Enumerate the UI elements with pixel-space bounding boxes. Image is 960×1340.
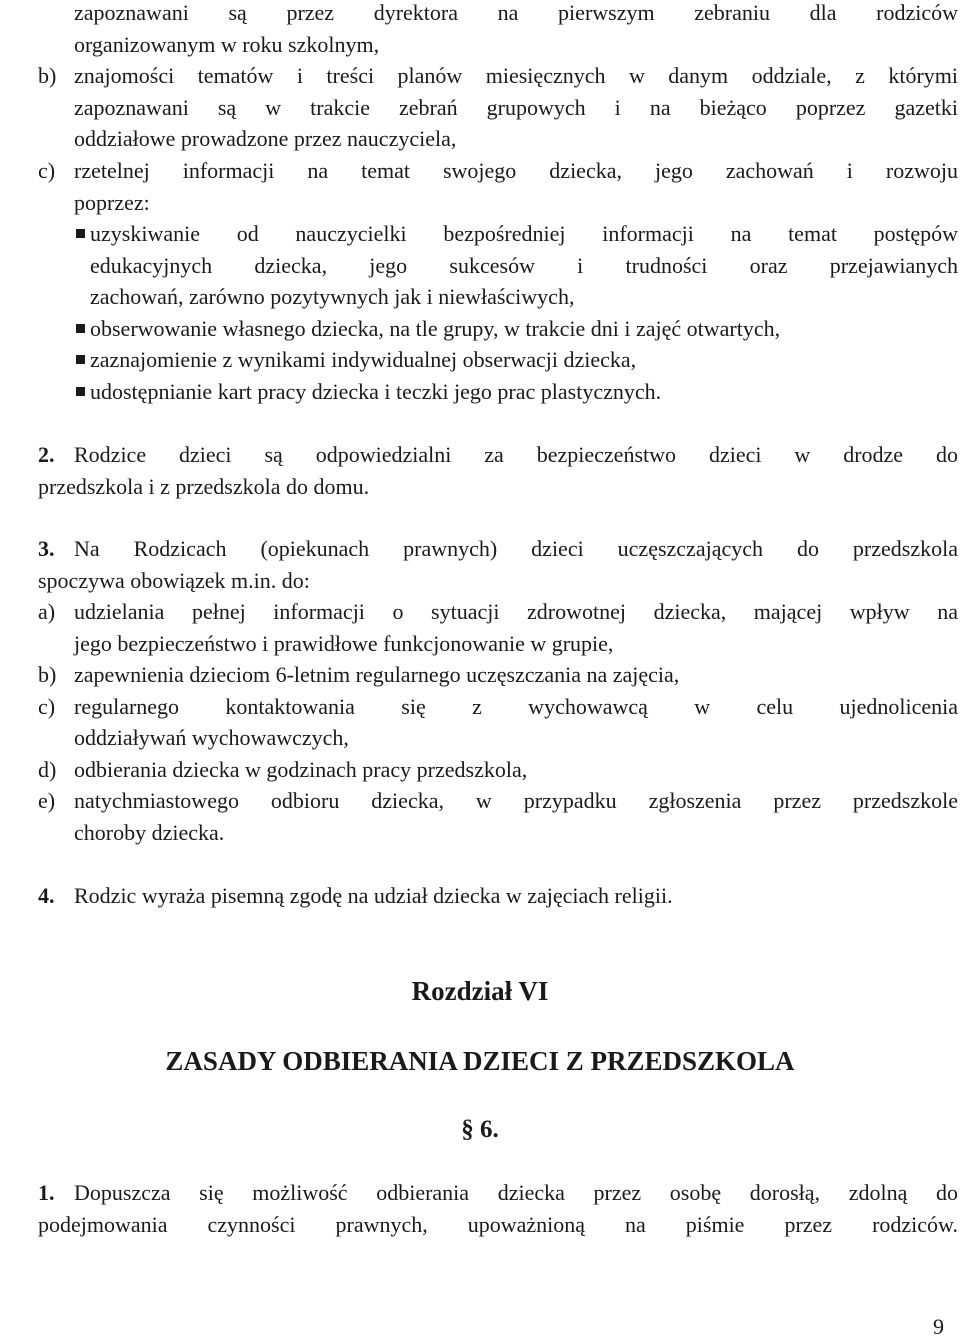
paragraph-number: 4.: [38, 883, 55, 908]
bullet-item: [74, 313, 958, 345]
paragraph-1: [38, 1177, 958, 1240]
list-item-b: [38, 659, 958, 691]
bullet-line: zachowań, zarówno pozytywnych jak i niewłaściwych,: [90, 284, 575, 309]
intro-block: [74, 0, 958, 60]
chapter-subtitle: ZASADY ODBIERANIA DZIECI Z PRZEDSZKOLA: [165, 1046, 795, 1076]
item-label: d): [38, 756, 57, 782]
paragraph-line: Na Rodzicach (opiekunach prawnych) dzieci uczęszczających do przedszkola: [74, 536, 958, 561]
paragraph-line: przedszkola i z przedszkola do domu.: [38, 473, 370, 499]
page-number: 9: [933, 1314, 944, 1339]
bullet-line: uzyskiwanie od nauczycielki bezpośredniej informacji na temat postępów: [90, 221, 958, 246]
bullet-item: [74, 376, 958, 408]
list-item-b: [38, 60, 958, 155]
item-line: oddziałowe prowadzone przez nauczyciela,: [74, 126, 457, 151]
bullet-item: [74, 218, 958, 313]
item-line: rzetelnej informacji na temat swojego dziecka, jego zachowań i rozwoju: [74, 158, 958, 183]
bullet-line: edukacyjnych dziecka, jego sukcesów i trudności oraz przejawianych: [90, 252, 958, 278]
item-label: b): [38, 662, 57, 687]
list-item-e: [38, 785, 958, 848]
item-line: odbierania dziecka w godzinach pracy przedszkola,: [74, 756, 528, 782]
bullet-line: udostępnianie kart pracy dziecka i teczki jego prac plastycznych.: [90, 378, 662, 404]
item-label: e): [38, 788, 56, 813]
item-line: udzielania pełnej informacji o sytuacji zdrowotnej dziecka, mającej wpływ na: [74, 599, 958, 624]
item-line: znajomości tematów i treści planów miesięcznych w danym oddziale, z którymi: [74, 63, 958, 88]
item-label: c): [38, 158, 56, 183]
item-label: a): [38, 599, 56, 624]
item-label: c): [38, 693, 56, 719]
paragraph-line: podejmowania czynności prawnych, upoważnioną na piśmie przez rodziców.: [38, 1211, 958, 1237]
bullet-list: [74, 218, 958, 407]
item-line: regularnego kontaktowania się z wychowawcą w celu ujednolicenia: [74, 693, 958, 719]
square-bullet-icon: [76, 387, 85, 396]
paragraph-number: 3.: [38, 536, 55, 561]
intro-line: organizowanym w roku szkolnym,: [74, 31, 380, 57]
bullet-item: [74, 344, 958, 376]
paragraph-number: 2.: [38, 442, 55, 467]
paragraph-line: Rodzic wyraża pisemną zgodę na udział dziecka w zajęciach religii.: [74, 883, 673, 908]
item-label: b): [38, 63, 57, 88]
square-bullet-icon: [76, 355, 85, 364]
paragraph-line: spoczywa obowiązek m.in. do:: [38, 567, 310, 593]
list-item-c: [38, 155, 958, 218]
item-line: poprzez:: [74, 189, 150, 215]
list-item-c: [38, 691, 958, 754]
paragraph-3: [38, 533, 958, 848]
paragraph-line: Dopuszcza się możliwość odbierania dziecka przez osobę dorosłą, zdolną do: [74, 1180, 958, 1205]
item-line: zapoznawani są w trakcie zebrań grupowych i na bieżąco poprzez gazetki: [74, 94, 958, 120]
bullet-line: obserwowanie własnego dziecka, na tle grupy, w trakcie dni i zajęć otwartych,: [90, 315, 781, 341]
bullet-line: zaznajomienie z wynikami indywidualnej obserwacji dziecka,: [90, 347, 637, 372]
item-line: choroby dziecka.: [74, 819, 225, 845]
paragraph-4: [38, 880, 958, 912]
section-number: § 6.: [461, 1116, 499, 1143]
paragraph-2: [38, 439, 958, 502]
paragraph-number: 1.: [38, 1180, 55, 1205]
item-line: zapewnienia dzieciom 6-letnim regularnego uczęszczania na zajęcia,: [74, 662, 680, 687]
intro-line: zapoznawani są przez dyrektora na pierwszym zebraniu dla rodziców: [74, 0, 958, 25]
item-line: oddziaływań wychowawczych,: [74, 725, 349, 750]
item-line: jego bezpieczeństwo i prawidłowe funkcjonowanie w grupie,: [74, 630, 614, 656]
chapter-title: Rozdział VI: [411, 976, 549, 1006]
list-item-a: [38, 596, 958, 659]
list-item-d: [38, 754, 958, 786]
square-bullet-icon: [76, 324, 85, 333]
item-line: natychmiastowego odbioru dziecka, w przypadku zgłoszenia przez przedszkole: [74, 788, 958, 813]
square-bullet-icon: [76, 229, 85, 238]
paragraph-line: Rodzice dzieci są odpowiedzialni za bezpieczeństwo dzieci w drodze do: [74, 442, 958, 467]
